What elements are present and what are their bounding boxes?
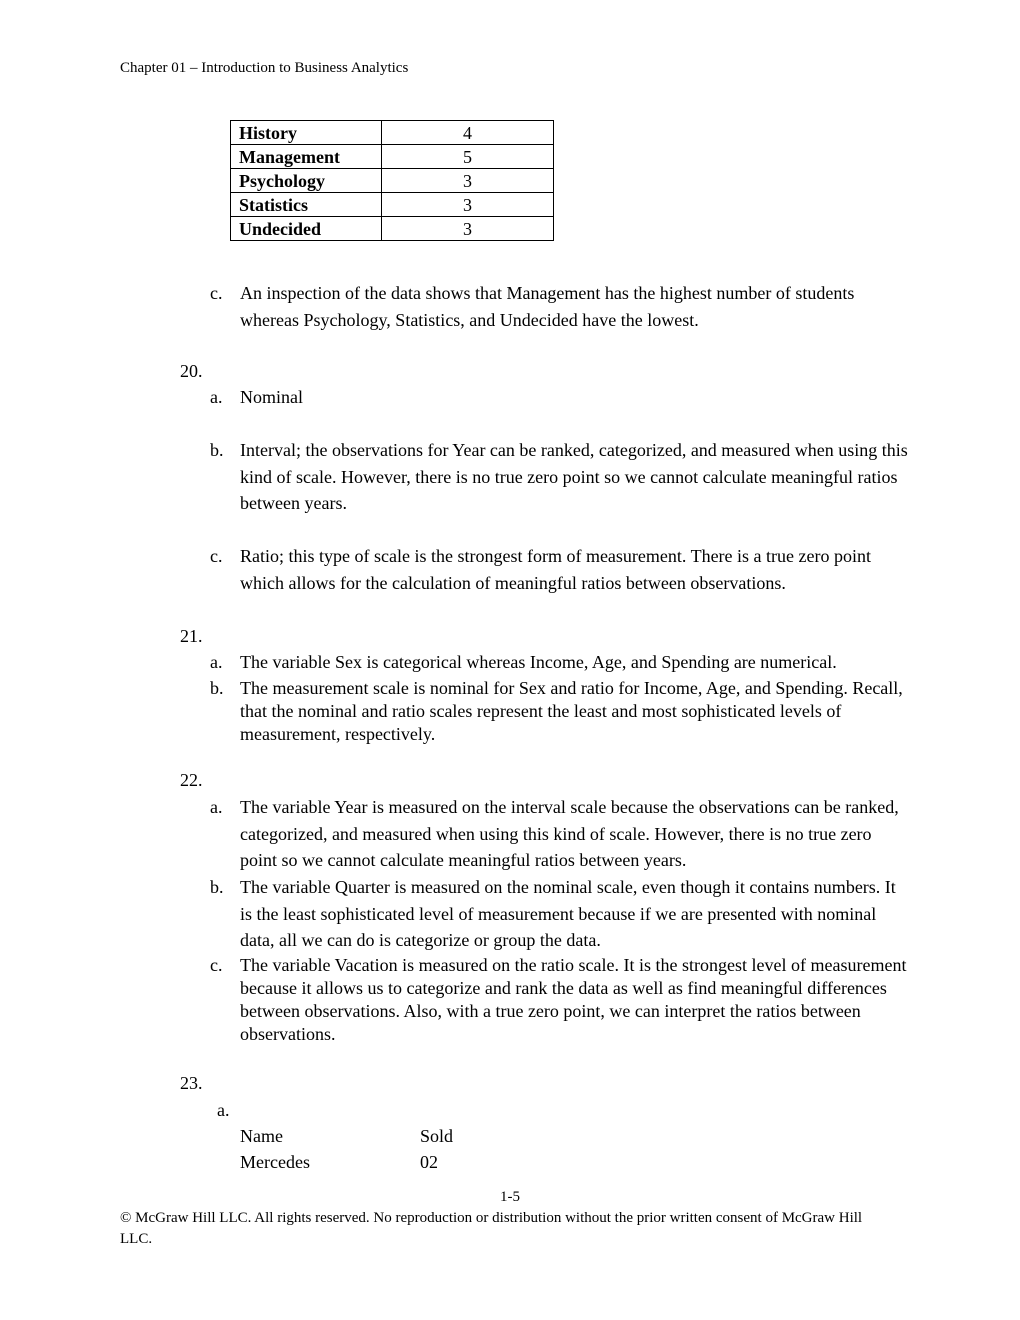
item-text: The variable Year is measured on the interval scale because the observations can be ranked, categorized, and measured when using this kind of scale. However, there is no true zero point so we cannot calculate meaningful ratios between years. [240,797,899,870]
question-number-22: 22. [180,770,203,790]
table-cell-value: 3 [382,193,554,217]
item-text: An inspection of the data shows that Management has the highest number of students whereas Psychology, Statistics, and Undecided have the lowest. [240,283,855,330]
column-header-name: Name [240,1126,283,1146]
table-cell-category: History [231,121,382,145]
copyright-footer: © McGraw Hill LLC. All rights reserved. No reproduction or distribution without the prior written consent of McGraw Hill LLC. [120,1210,863,1247]
answer-19c [210,280,910,333]
majors-table [230,120,554,241]
item-text: The measurement scale is nominal for Sex and ratio for Income, Age, and Spending. Recall, that the nominal and ratio scales represent the least and most sophisticated levels of measurement, respectively. [240,678,903,744]
item-text: The variable Quarter is measured on the nominal scale, even though it contains numbers. It is the least sophisticated level of measurement because if we are presented with nominal data, all we can do is categorize or group the data. [240,877,896,950]
question-number-23: 23. [180,1073,203,1093]
answer-22a [210,794,910,874]
table-row [231,169,554,193]
column-header-sold: Sold [420,1126,454,1146]
item-letter: b. [210,877,224,897]
table-row [231,145,554,169]
answer-22c [210,954,910,1046]
item-letter: c. [210,955,223,975]
table-cell-category: Statistics [231,193,382,217]
item-letter: a. [210,797,223,817]
item-letter: a. [210,387,223,407]
row-cell-name: Mercedes [240,1152,310,1172]
table-cell-value: 4 [382,121,554,145]
answer-21a [210,651,910,674]
table-cell-value: 5 [382,145,554,169]
answer-20b [210,437,910,517]
table-row [231,193,554,217]
answer-22b [210,874,910,954]
table-cell-category: Psychology [231,169,382,193]
table-cell-category: Undecided [231,217,382,241]
question-number-20: 20. [180,361,203,381]
item-letter: c. [210,546,223,566]
item-letter: c. [210,283,223,303]
table-row [231,121,554,145]
item-text: Ratio; this type of scale is the strongest form of measurement. There is a true zero point which allows for the calculation of meaningful ratios between observations. [240,546,871,593]
table-cell-value: 3 [382,169,554,193]
answer-21b [210,677,910,746]
item-text: The variable Sex is categorical whereas Income, Age, and Spending are numerical. [240,652,837,672]
answer-20c [210,543,910,596]
item-letter: b. [210,440,224,460]
table-cell-category: Management [231,145,382,169]
table-cell-value: 3 [382,217,554,241]
answer-20a [210,384,910,411]
item-letter: b. [210,678,224,698]
item-text: Interval; the observations for Year can be ranked, categorized, and measured when using this kind of scale. However, there is no true zero point so we cannot calculate meaningful ratios between years. [240,440,908,513]
item-text: The variable Vacation is measured on the ratio scale. It is the strongest level of measurement because it allows us to categorize and rank the data as well as find meaningful differences between observations. Also, with a true zero point, we can interpret the ratios between observations. [240,955,907,1044]
running-header: Chapter 01 – Introduction to Business Analytics [120,60,409,76]
question-number-21: 21. [180,626,203,646]
table-row [231,217,554,241]
item-letter: a. [210,652,223,672]
item-letter: a. [217,1100,230,1120]
row-cell-sold: 02 [420,1152,438,1172]
item-text: Nominal [240,387,303,407]
page-number: 1-5 [500,1189,520,1205]
